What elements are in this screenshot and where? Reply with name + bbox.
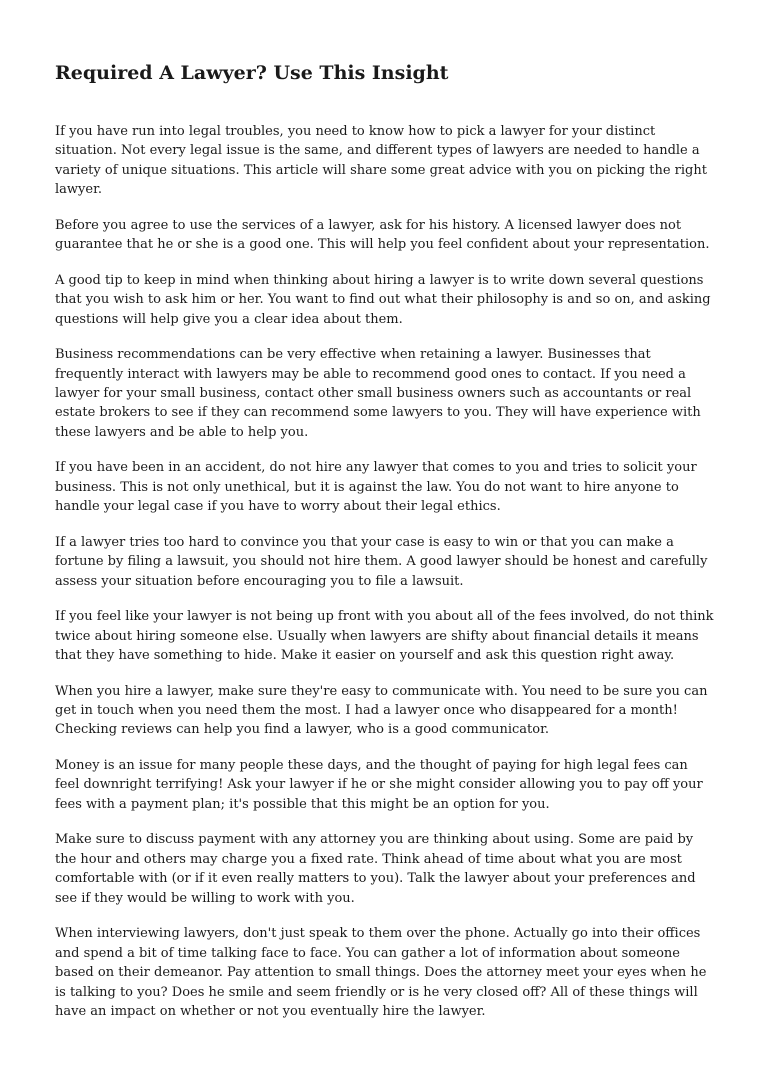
paragraph: Before you agree to use the services of a lawyer, ask for his history. A licensed lawyer does not guarantee that he or she is a good one. This will help you feel confident about your representation. xyxy=(55,217,710,253)
paragraph: Make sure to discuss payment with any attorney you are thinking about using. Some are paid by the hour and others may charge you a fixed rate. Think ahead of time about what you are most comfortable with (or if it even really matters to you). Talk the lawyer about your preferences and see if they would be willing to work with you. xyxy=(55,832,696,906)
document-title: Required A Lawyer? Use This Insight xyxy=(55,62,449,84)
paragraph: When you hire a lawyer, make sure they're easy to communicate with. You need to be sure you can get in touch when you need them the most. I had a lawyer once who disappeared for a month! Checking reviews can help you find a lawyer, who is a good communicator. xyxy=(55,683,708,738)
paragraph: Money is an issue for many people these days, and the thought of paying for high legal fees can feel downright terrifying! Ask your lawyer if he or she might consider allowing you to pay off your fees with a payment plan; it's possible that this might be an option for you. xyxy=(55,758,703,812)
paragraph: If you feel like your lawyer is not being up front with you about all of the fees involved, do not think twice about hiring someone else. Usually when lawyers are shifty about financial details it means that they have something to hide. Make it easier on yourself and ask this question right away. xyxy=(55,609,714,664)
paragraph: If you have been in an accident, do not hire any lawyer that comes to you and tries to solicit your business. This is not only unethical, but it is against the law. You do not want to hire anyone to handle your legal case if you have to worry about their legal ethics. xyxy=(55,460,697,515)
document-page xyxy=(55,58,715,1038)
paragraph: Business recommendations can be very effective when retaining a lawyer. Businesses that frequently interact with lawyers may be able to recommend good ones to contact. If you need a lawyer for your small business, contact other small business owners such as accountants or real estate brokers to see if they can recommend some lawyers to you. They will have experience with these lawyers and be able to help you. xyxy=(55,347,701,440)
paragraph: When interviewing lawyers, don't just speak to them over the phone. Actually go into their offices and spend a bit of time talking face to face. You can gather a lot of information about someone based on their demeanor. Pay attention to small things. Does the attorney meet your eyes when he is talking to you? Does he smile and seem friendly or is he very closed off? All of these things will have an impact on whether or not you eventually hire the lawyer. xyxy=(55,926,707,1019)
paragraph: A good tip to keep in mind when thinking about hiring a lawyer is to write down several questions that you wish to ask him or her. You want to find out what their philosophy is and so on, and asking questions will help give you a clear idea about them. xyxy=(55,272,711,327)
paragraph: If a lawyer tries too hard to convince you that your case is easy to win or that you can make a fortune by filing a lawsuit, you should not hire them. A good lawyer should be honest and carefully assess your situation before encouraging you to file a lawsuit. xyxy=(55,534,708,589)
paragraph: If you have run into legal troubles, you need to know how to pick a lawyer for your distinct situation. Not every legal issue is the same, and different types of lawyers are needed to handle a variety of unique situations. This article will share some great advice with you on picking the right lawyer. xyxy=(55,124,707,198)
